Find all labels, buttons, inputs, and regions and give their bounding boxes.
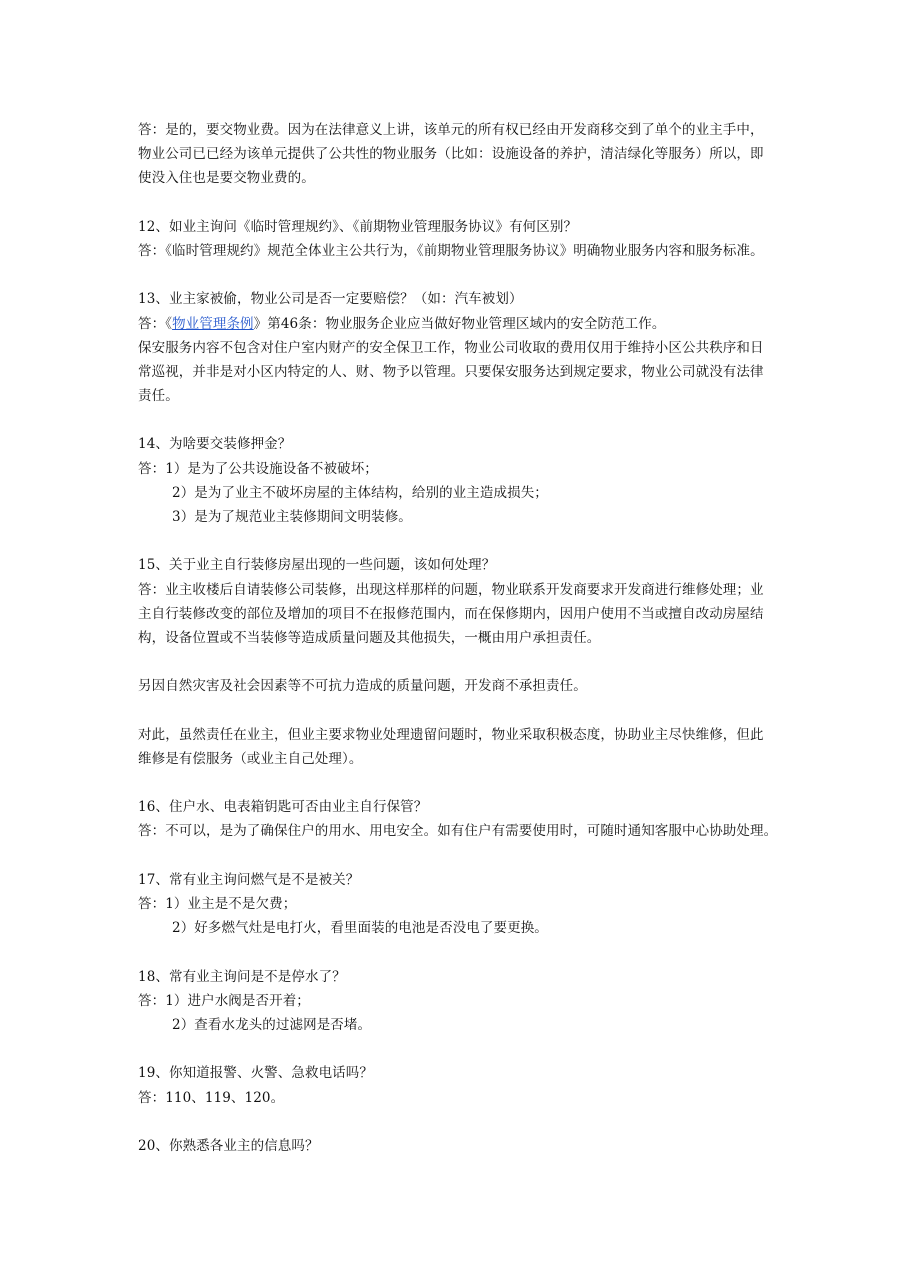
answer-13-line-2: 保安服务内容不包含对住户室内财产的安全保卫工作，物业公司收取的费用仅用于维持小区公共秩序和日 (138, 339, 764, 356)
spacer (138, 529, 869, 553)
answer-11-line-1: 答：是的，要交物业费。因为在法律意义上讲，该单元的所有权已经由开发商移交到了单个的业主手中， (138, 122, 764, 138)
question-20: 20、你熟悉各业主的信息吗？ (138, 1137, 319, 1154)
question-16: 16、住户水、电表箱钥匙可否由业主自行保管？ (138, 799, 428, 816)
question-18: 18、常有业主询问是不是停水了？ (138, 968, 346, 985)
answer-16: 答：不可以，是为了确保住户的用水、用电安全。如有住户有需要使用时，可随时通知客服中心协助处理。 (138, 823, 778, 840)
spacer (138, 191, 869, 215)
spacer (138, 1110, 869, 1134)
answer-13-suffix: 》第46条：物业服务企业应当做好物业管理区域内的安全防范工作。 (253, 315, 666, 332)
answer-13-prefix: 答：《 (138, 315, 173, 332)
answer-14-item-1: 答：1）是为了公共设施设备不被破坏； (138, 460, 378, 477)
answer-14-item-3: 3）是为了规范业主装修期间文明装修。 (172, 509, 412, 525)
regulation-link[interactable]: 物业管理条例 (172, 315, 254, 332)
answer-15-line-2: 主自行装修改变的部位及增加的项目不在报修范围内，而在保修期内，因用户使用不当或擅自改动房屋结 (138, 605, 764, 622)
answer-13-line-1 (138, 312, 869, 336)
answer-11-line-2: 物业公司已已经为该单元提供了公共性的物业服务（比如：设施设备的养护，清洁绿化等服务）所以，即 (138, 146, 764, 163)
question-12: 12、如业主询问《临时管理规约》、《前期物业管理服务协议》有何区别？ (138, 218, 578, 235)
spacer (138, 1037, 869, 1061)
answer-15-paragraph-3-line-1: 对此，虽然责任在业主，但业主要求物业处理遗留问题时，物业采取积极态度，协助业主尽快维修，但此 (138, 726, 764, 743)
answer-18-item-2: 2）查看水龙头的过滤网是否堵。 (172, 1016, 372, 1033)
answer-19: 答：110、119、120。 (138, 1089, 285, 1106)
answer-13-line-4: 责任。 (138, 388, 179, 405)
question-14: 14、为啥要交装修押金？ (138, 436, 292, 453)
answer-13-line-3: 常巡视，并非是对小区内特定的人、财、物予以管理。只要保安服务达到规定要求，物业公司就没有法律 (138, 363, 764, 380)
answer-15-line-3: 构，设备位置或不当装修等造成质量问题及其他损失，一概由用户承担责任。 (138, 629, 601, 646)
answer-15-line-1: 答：业主收楼后自请装修公司装修，出现这样那样的问题，物业联系开发商要求开发商进行维修处理；业 (138, 581, 764, 598)
answer-11-line-3: 使没入住也是要交物业费的。 (138, 170, 315, 187)
question-17: 17、常有业主询问燃气是不是被关？ (138, 871, 360, 888)
answer-17-item-1: 答：1）业主是不是欠费； (138, 896, 297, 912)
spacer (138, 408, 869, 432)
spacer (138, 263, 869, 287)
answer-15-paragraph-2: 另因自然灾害及社会因素等不可抗力造成的质量问题，开发商不承担责任。 (138, 678, 587, 695)
question-13: 13、业主家被偷，物业公司是否一定要赔偿？（如：汽车被划） (138, 291, 523, 308)
spacer (138, 844, 869, 868)
answer-18-item-1: 答：1）进户水阀是否开着； (138, 992, 310, 1009)
question-15: 15、关于业主自行装修房屋出现的一些问题，该如何处理？ (138, 557, 496, 574)
spacer (138, 699, 869, 723)
spacer (138, 940, 869, 964)
answer-12: 答：《临时管理规约》规范全体业主公共行为，《前期物业管理服务协议》明确物业服务内容和服务标准。 (138, 242, 764, 259)
answer-17-item-2: 2）好多燃气灶是电打火，看里面装的电池是否没电了要更换。 (172, 920, 548, 937)
spacer (138, 650, 869, 674)
answer-15-paragraph-3-line-2: 维修是有偿服务（或业主自己处理）。 (138, 750, 363, 767)
question-19: 19、你知道报警、火警、急救电话吗？ (138, 1065, 373, 1082)
answer-14-item-2: 2）是为了业主不破坏房屋的主体结构，给别的业主造成损失； (172, 484, 548, 501)
spacer (138, 771, 869, 795)
